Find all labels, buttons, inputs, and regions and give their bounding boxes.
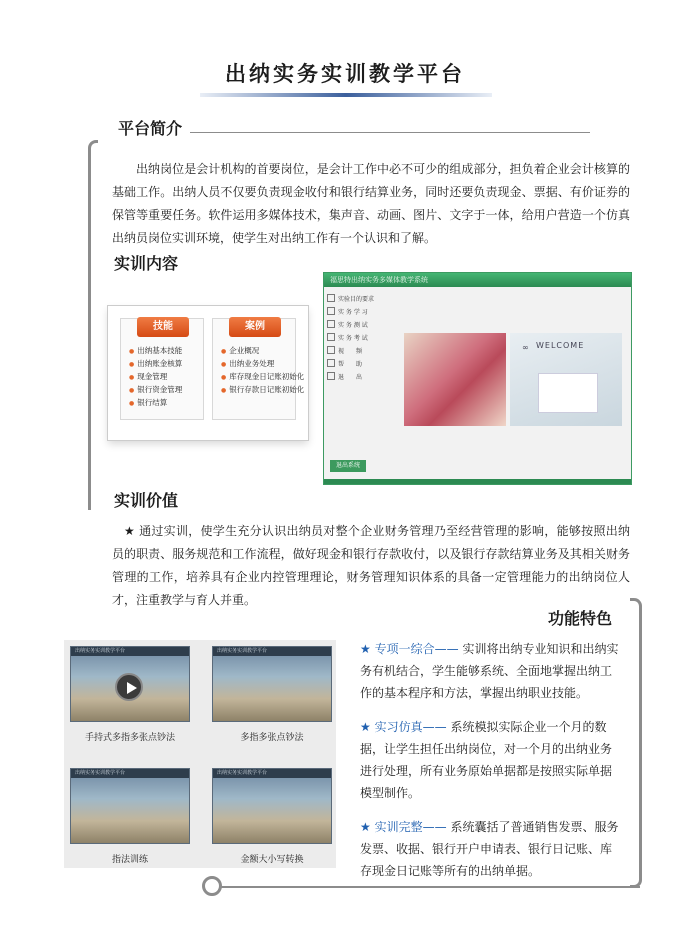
list-item: ● 银行结算 <box>129 397 182 410</box>
case-card <box>212 318 305 420</box>
feature-item <box>360 638 622 704</box>
app-menu-item[interactable]: 帮 助 <box>327 358 383 371</box>
app-menu-item[interactable]: 实 务 测 试 <box>327 319 383 332</box>
thumbnail-grid <box>64 640 336 868</box>
case-list <box>221 345 304 397</box>
skill-card-tab: 技能 <box>137 317 189 337</box>
content-heading: 实训内容 <box>114 254 179 273</box>
feature-text: 系统囊括了普通销售发票、服务发票、收据、银行开户申请表、银行日记账、库存现金日记账等所有的出纳单据。 <box>360 820 619 878</box>
frame-bottom-line <box>220 886 640 888</box>
video-thumbnail[interactable] <box>212 768 332 844</box>
app-menu-item[interactable]: 实 务 考 试 <box>327 332 383 345</box>
skills-panel <box>108 306 308 440</box>
page-title: 出纳实务实训教学平台 <box>225 62 465 86</box>
app-menu-item[interactable]: 实验目的要求 <box>327 293 383 306</box>
case-card-tab: 案例 <box>229 317 281 337</box>
list-item: ● 企业概况 <box>221 345 304 358</box>
skill-card <box>120 318 204 420</box>
app-menu-item[interactable]: 视 频 <box>327 345 383 358</box>
thumb-caption: 手持式多指多张点钞法 <box>84 733 175 743</box>
frame-right <box>630 598 642 888</box>
video-thumbnail[interactable] <box>70 646 190 722</box>
thumb-title-bar: 出纳实务实训教学平台 <box>213 769 331 778</box>
list-item: ● 银行资金管理 <box>129 384 182 397</box>
feature-tag: 实训完整—— <box>374 820 447 834</box>
exit-system-button[interactable]: 退出系统 <box>330 460 366 472</box>
welcome-text: WELCOME <box>536 341 585 350</box>
app-menu <box>327 293 383 384</box>
list-item: ● 银行存款日记账初始化 <box>221 384 304 397</box>
value-paragraph: ★ 通过实训，使学生充分认识出纳员对整个企业财务管理乃至经营管理的影响，能够按照出纳员的职责、服务规范和工作流程，做好现金和银行存款收付，以及银行存款结算业务及其相关财务管理的工作，培养具有企业内控管理理论，财务管理知识体系的具备一定管理能力的出纳岗位人才，注重教学与育人并重。 <box>112 524 630 607</box>
title-underline <box>200 93 492 97</box>
feature-tag: 实习仿真—— <box>374 720 447 734</box>
welcome-banner <box>510 333 622 426</box>
intro-paragraph: 出纳岗位是会计机构的首要岗位，是会计工作中必不可少的组成部分，担负着企业会计核算的基础工作。出纳人员不仅要负责现金收付和银行结算业务，同时还要负责现金、票据、有价证券的保管等重要任务。软件运用多媒体技术，集声音、动画、图片、文字于一体，给用户营造一个仿真出纳员岗位实训环境，使学生对出纳工作有一个认识和了解。 <box>112 162 630 245</box>
frame-left-top <box>88 140 98 510</box>
feature-item <box>360 716 622 804</box>
app-menu-item[interactable]: 退 出 <box>327 371 383 384</box>
list-item: ● 库存现金日记账初始化 <box>221 371 304 384</box>
thumb-title-bar: 出纳实务实训教学平台 <box>213 647 331 656</box>
app-menu-item[interactable]: 实 务 学 习 <box>327 306 383 319</box>
skill-list <box>129 345 182 410</box>
video-thumbnail[interactable] <box>212 646 332 722</box>
star-icon: ★ <box>360 720 371 734</box>
star-icon: ★ <box>360 820 371 834</box>
frame-top-line <box>190 132 590 133</box>
value-heading: 实训价值 <box>114 491 179 510</box>
chart-photo <box>538 373 598 413</box>
list-item: ● 出纳业务处理 <box>221 358 304 371</box>
intro-heading: 平台简介 <box>118 119 183 138</box>
feature-item <box>360 816 622 882</box>
list-item: ● 出纳账金核算 <box>129 358 182 371</box>
app-screenshot <box>323 272 632 485</box>
thumb-caption: 多指多张点钞法 <box>240 733 304 743</box>
thumb-caption: 金额大小写转换 <box>240 855 304 865</box>
app-title-bar: 福思特出纳实务多媒体教学系统 <box>324 273 631 287</box>
play-icon[interactable] <box>115 673 143 701</box>
video-thumbnail[interactable] <box>70 768 190 844</box>
thumb-title-bar: 出纳实务实训教学平台 <box>71 647 189 656</box>
thumb-title-bar: 出纳实务实训教学平台 <box>71 769 189 778</box>
logo-icon: ∞ <box>522 343 529 352</box>
circle-ornament <box>202 876 222 896</box>
money-photo <box>404 333 506 426</box>
list-item: ● 现金管理 <box>129 371 182 384</box>
feature-text: 系统模拟实际企业一个月的数据，让学生担任出纳岗位，对一个月的出纳业务进行处理，所有业务原始单据都是按照实际单据模型制作。 <box>360 720 613 800</box>
feature-tag: 专项一综合—— <box>374 642 459 656</box>
list-item: ● 出纳基本技能 <box>129 345 182 358</box>
thumb-caption: 指法训练 <box>111 855 148 865</box>
star-icon: ★ <box>360 642 371 656</box>
app-status-bar <box>324 479 631 484</box>
feature-text: 实训将出纳专业知识和出纳实务有机结合，学生能够系统、全面地掌握出纳工作的基本程序和方法，掌握出纳职业技能。 <box>360 642 619 700</box>
features-heading: 功能特色 <box>548 609 613 628</box>
